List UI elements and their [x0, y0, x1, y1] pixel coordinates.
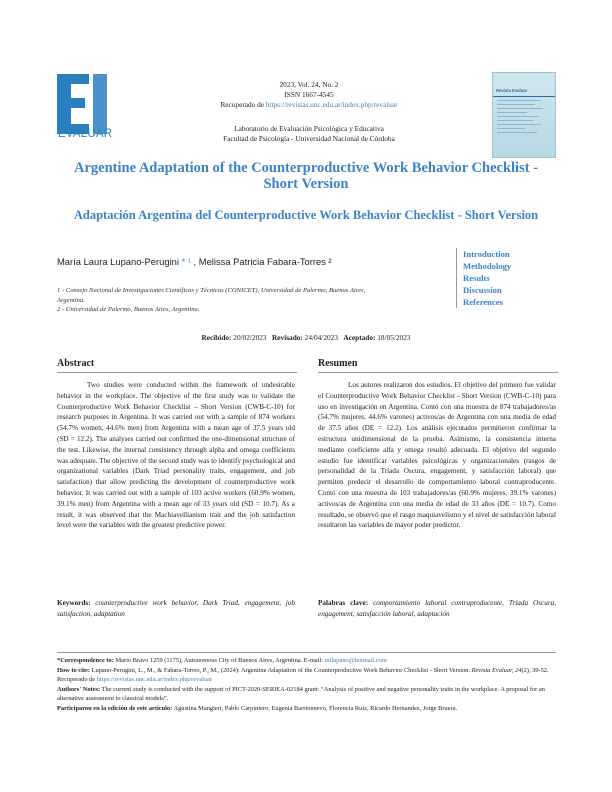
received-date: 20/02/2023	[233, 333, 267, 342]
toc-methodology-link[interactable]: Methodology	[463, 261, 512, 271]
keywords-label: Keywords:	[57, 599, 91, 607]
toc-references-link[interactable]: References	[463, 297, 503, 307]
author-1-marks[interactable]: * ¹	[181, 256, 191, 267]
abstract-divider	[57, 372, 297, 373]
footer-divider	[57, 652, 556, 653]
cite-label: How to cite:	[57, 666, 91, 674]
title-spanish: Adaptación Argentina del Counterproductive Work Behavior Checklist - Short Version	[73, 208, 539, 222]
journal-header	[170, 80, 448, 110]
palabras-clave-label: Palabras clave:	[318, 599, 369, 607]
journal-url-link[interactable]: https://revistas.unc.edu.ar/index.php/revaluar	[265, 100, 398, 109]
participants-label: Participaron en la edición de este artículo:	[57, 704, 173, 712]
lab-name: Laboratorio de Evaluación Psicológica y Educativa	[234, 124, 384, 133]
palabras-clave-text: comportamiento laboral contraproducente, Tríada Oscura, engagement, satisfacción laboral, adaptación	[318, 599, 557, 618]
author-line: María Laura Lupano-Perugini * ¹ , Melissa Patricia Fabara-Torres ²	[57, 256, 332, 267]
affiliation-2: 2 - Universidad de Palermo, Buenos Aires, Argentina.	[57, 306, 200, 313]
faculty-name: Facultad de Psicología - Universidad Nacional de Córdoba	[223, 134, 395, 143]
retrieved-prefix: Recuperado de	[220, 100, 264, 109]
abstract-text: Two studies were conducted within the framework of undesirable behavior in the workplace. The objective of the first study was to validate the Counterproductive Work Behavior Checklist – Short Version (CWB-C-10) for research purposes in Argentina. It was carried out with a sample of 874 workers (54.7% women, 44.6% men) from Argentina with a mean age of 37.5 years old (SD = 12.2). The analyses carried out confirmed the one-dimensional structure of the test. Likewise, the internal consistency through alpha and omega coefficients was adequate. The objective of the second study was to identify psychological and organizational variables (Dark Triad personality traits, engagement, and job satisfaction) that allow predicting the development of counterproductive work behavior. It was carried out with a sample of 103 active workers (60.9% women, 39.1% men) from Argentina with a mean age of 33 years old (SD = 10.7). As a result, it was observed that the Machiavellianism trait and the job satisfaction level were the variables with the greatest predictive power.	[57, 381, 295, 530]
resumen-text: Los autores realizaron dos estudios. El objetivo del primero fue validar el Counterproductive Work Behavior Checklist - Short Version (CWB-C-10) para uso en investigación en Argentina. Contó con una muestra de 874 trabajadores/as (54.7% mujeres, 44.6% varones) activos/as de Argentina con una media de edad de 37.5 años (DE = 12.2). Los análisis ejecutados permitieron confirmar la estructura unidimensional de la prueba. Asimismo, la consistencia interna mediante coeficiente alfa y omega resultó adecuada. El objetivo del segundo estudio fue identificar variables psicológicas y organizacionales (rasgos de personalidad de la Tríada Oscura, engagement, y satisfacción laboral) que permiten predecir el desarrollo de comportamiento laboral contraproducente. Contó con una muestra de 103 trabajadores/as (60.9% mujeres, 39.1% varones) activos/as de Argentina con una media de edad de 33 años (DE = 10.7). Como resultado, se observó que el rasgo maquiavelismo y el nivel de satisfacción laboral resultaron las variables de mayor poder predictor.	[318, 381, 556, 530]
institution-header	[170, 124, 448, 144]
cite-journal: Revista Evaluar, 24	[471, 666, 522, 674]
correspondence-note	[57, 656, 556, 666]
keywords-text: counterproductive work behavior, Dark Triad, engagement, job satisfaction, adaptation	[57, 599, 295, 618]
cover-band	[493, 96, 555, 97]
resumen-heading: Resumen	[318, 358, 358, 369]
resumen-divider	[318, 372, 558, 373]
correspondence-text: Mario Bravo 1259 (1175), Autonomous City of Buenos Aires, Argentina. E-mail:	[115, 657, 323, 664]
cite-pages: (2), 39-52. Recuperado de	[57, 666, 549, 684]
cite-text: Lupano-Perugini, L., M., & Fabara-Torres, P., M., (2024): Argentine Adaptation of the Counterproductive Work Behavior Checklist - Short Version.	[91, 666, 470, 674]
correspondence-label: *Correspondence to:	[57, 657, 114, 664]
logo-wordmark: EVALUAR	[58, 128, 113, 140]
notes-text: The current study is conducted with the support of PICT-2020-SERIEA-02184 grant: “Analysis of positive and negative personality traits in the workplace. A proposal for an alternative assessment to classical models”.	[57, 685, 545, 703]
authors-notes	[57, 685, 556, 704]
revised-label: Revisado:	[272, 333, 303, 342]
abstract-heading: Abstract	[57, 358, 95, 369]
participants-note	[57, 704, 556, 714]
received-label: Recibido:	[201, 333, 232, 342]
cover-decoration	[497, 100, 547, 136]
toc-discussion-link[interactable]: Discussion	[463, 285, 502, 295]
revised-date: 24/04/2023	[304, 333, 338, 342]
affiliation-1: 1 - Consejo Nacional de Investigaciones Científicas y Técnicas (CONICET), Universidad de Palermo, Buenos Aires, Argentina.	[57, 287, 366, 304]
citation-note	[57, 666, 556, 685]
participants-text: Agustina Mangieri, Pablo Carpintero, Eugenia Barrionuevo, Florencia Ruiz, Ricardo Hernandez, Jorge Bruera.	[173, 704, 458, 712]
resumen-keywords	[318, 598, 556, 620]
notes-label: Authors' Notes:	[57, 685, 101, 693]
footer-notes	[57, 656, 556, 714]
affiliations	[57, 286, 387, 315]
issue-info: 2023, Vol. 24, No. 2	[279, 80, 339, 89]
cover-title: Revista Evaluar	[496, 88, 528, 93]
submission-dates	[60, 333, 552, 342]
issn: ISSN 1667-4545	[284, 90, 334, 99]
accepted-date: 18/05/2023	[377, 333, 411, 342]
toc-results-link[interactable]: Results	[463, 273, 490, 283]
cite-url-link[interactable]: https://revistas.unc.edu.ar/index.php/revaluar	[96, 676, 213, 684]
title-english: Argentine Adaptation of the Counterproductive Work Behavior Checklist - Short Version	[73, 160, 538, 192]
toc-introduction-link[interactable]: Introduction	[463, 249, 510, 259]
author-2: Melissa Patricia Fabara-Torres ²	[198, 256, 332, 267]
section-navigation	[456, 248, 563, 308]
accepted-label: Aceptado:	[343, 333, 376, 342]
author-1: María Laura Lupano-Perugini	[57, 256, 179, 267]
correspondence-email-link[interactable]: mllupano@hotmail.com	[324, 657, 387, 664]
abstract-keywords	[57, 598, 295, 620]
retrieved-line	[170, 100, 448, 110]
